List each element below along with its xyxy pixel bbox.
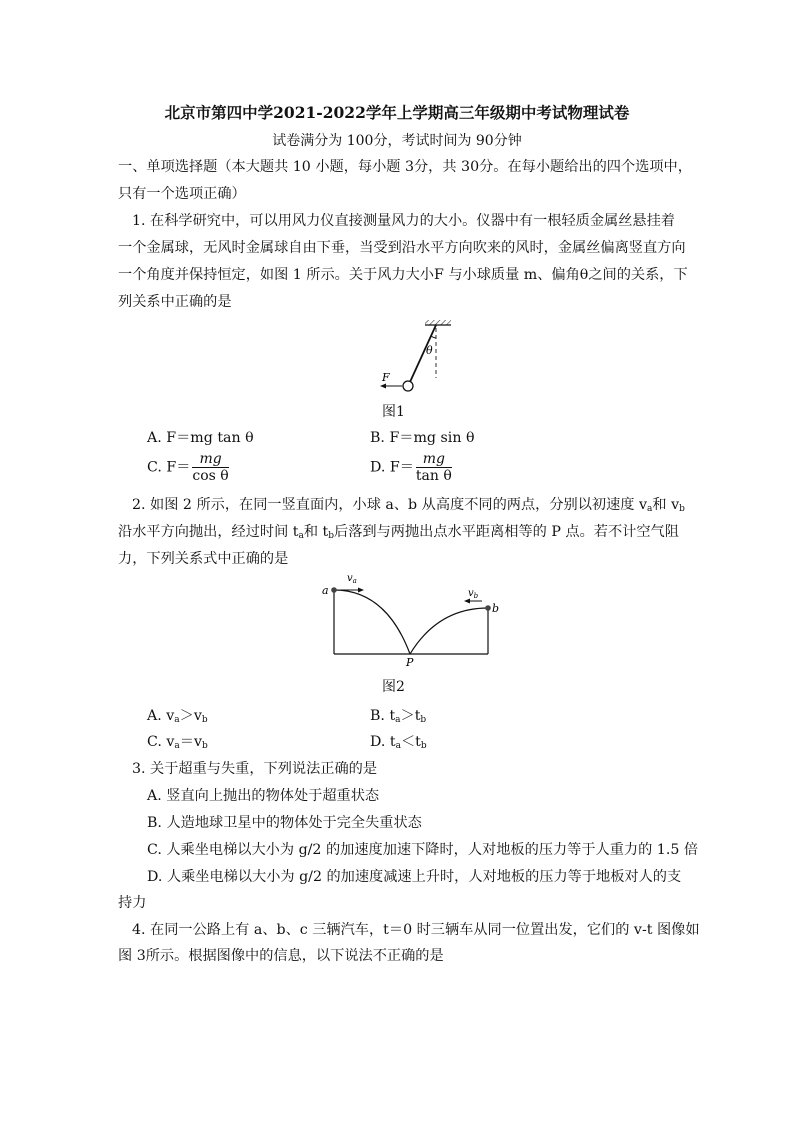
section-header-line1: 一、单项选择题（本大题共 10 小题，每小题 3分，共 30分。在每小题给出的四个选项中，: [118, 159, 692, 175]
label-p: P: [406, 656, 414, 669]
q4-stem-line1: 4. 在同一公路上有 a、b、c 三辆汽车，t＝0 时三辆车从同一位置出发，它们的 v-t 图像如: [132, 922, 700, 938]
q2-option-b: B. $t_a>t_b$: [370, 708, 427, 725]
q2-stem-line3: 力，下列关系式中正确的是: [118, 551, 289, 567]
q2-line2-sub2: b: [328, 531, 335, 541]
q3-option-a: A. 竖直向上抛出的物体处于超重状态: [147, 788, 380, 804]
q3-option-b: B. 人造地球卫星中的物体处于完全失重状态: [147, 815, 422, 831]
q1-option-d-denominator: tan θ: [415, 468, 452, 484]
q1-option-c: [147, 451, 229, 484]
q2-line2-part2: 和 t: [303, 524, 329, 540]
q3-option-c: C. 人乘坐电梯以大小为 g/2 的加速度加速下降时，人对地板的压力等于人重力的 1.5 倍: [147, 842, 699, 858]
figure-2-caption: 图2: [382, 679, 405, 695]
q3-stem: 3. 关于超重与失重，下列说法正确的是: [132, 761, 378, 777]
q1-option-d-prefix: D. F＝: [370, 459, 414, 476]
q1-stem-line1: 1. 在科学研究中，可以用风力仪直接测量风力的大小。仪器中有一根轻质金属丝悬挂着: [132, 213, 675, 229]
q2-stem-line1: [132, 495, 685, 519]
figure-1-caption: 图1: [382, 404, 405, 420]
ceiling-mount: [425, 320, 451, 325]
q2-option-d: D. $t_a<t_b$: [370, 734, 427, 751]
q1-option-c-fraction: [192, 451, 228, 484]
q1-stem-line3: 一个角度并保持恒定，如图 1 所示。关于风力大小F 与小球质量 m、偏角θ之间的关系，下: [118, 267, 688, 283]
label-b: b: [492, 602, 500, 615]
q1-option-c-denominator: cos θ: [192, 468, 229, 484]
q2-line1-sub2: b: [679, 504, 685, 514]
label-va: $v_a$: [347, 573, 357, 585]
q2-line1-part1: 2. 如图 2 所示，在同一竖直面内，小球 a、b 从高度不同的两点，分别以初速度 v: [132, 497, 647, 513]
exam-info: 试卷满分为 100分，考试时间为 90分钟: [272, 133, 522, 149]
q2-option-a: A. $v_a>v_b$: [147, 708, 208, 725]
ball-a: [331, 587, 337, 593]
q3-option-d-line1: D. 人乘坐电梯以大小为 g/2 的加速度减速上升时，人对地板的压力等于地板对人的支: [147, 869, 682, 885]
figure-1-pendulum: [370, 316, 460, 396]
metal-ball: [403, 381, 413, 391]
q1-option-d: [370, 451, 452, 484]
figure-2-projectile: [318, 568, 502, 670]
q1-option-d-numerator: mg: [416, 451, 452, 468]
q4-stem-line2: 图 3所示。根据图像中的信息，以下说法不正确的是: [118, 948, 444, 964]
q2-stem-line2: [118, 522, 679, 546]
q2-line1-sub1: a: [647, 504, 653, 514]
angle-label: θ: [426, 344, 433, 357]
q1-stem-line2: 一个金属球，无风时金属球自由下垂，当受到沿水平方向吹来的风时，金属丝偏离竖直方向: [118, 240, 686, 256]
q1-option-c-prefix: C. F＝: [147, 459, 191, 476]
label-vb: $v_b$: [468, 588, 479, 600]
q2-line2-sub1: a: [298, 531, 304, 541]
page-title: 北京市第四中学2021-2022学年上学期高三年级期中考试物理试卷: [164, 103, 630, 122]
q2-line2-part3: 后落到与两抛出点水平距离相等的 P 点。若不计空气阻: [334, 524, 679, 540]
section-header-line2: 只有一个选项正确）: [118, 186, 246, 202]
q2-option-c: C. $v_a=v_b$: [147, 734, 208, 751]
q1-option-c-numerator: mg: [192, 451, 228, 468]
trajectory-b: [410, 608, 488, 654]
q1-stem-line4: 列关系中正确的是: [118, 294, 232, 310]
q2-line2-part1: 沿水平方向抛出，经过时间 t: [118, 524, 299, 540]
q1-option-d-fraction: [416, 451, 452, 484]
label-a: a: [322, 584, 329, 597]
trajectory-a: [334, 590, 410, 654]
q3-option-d-line2: 持力: [118, 895, 147, 911]
ball-b: [485, 605, 491, 611]
q1-option-b: B. F＝mg sin θ: [370, 430, 475, 446]
force-label: F: [382, 371, 390, 384]
q1-option-a: A. F＝mg tan θ: [147, 430, 254, 446]
q2-line1-part2: 和 v: [652, 497, 680, 513]
